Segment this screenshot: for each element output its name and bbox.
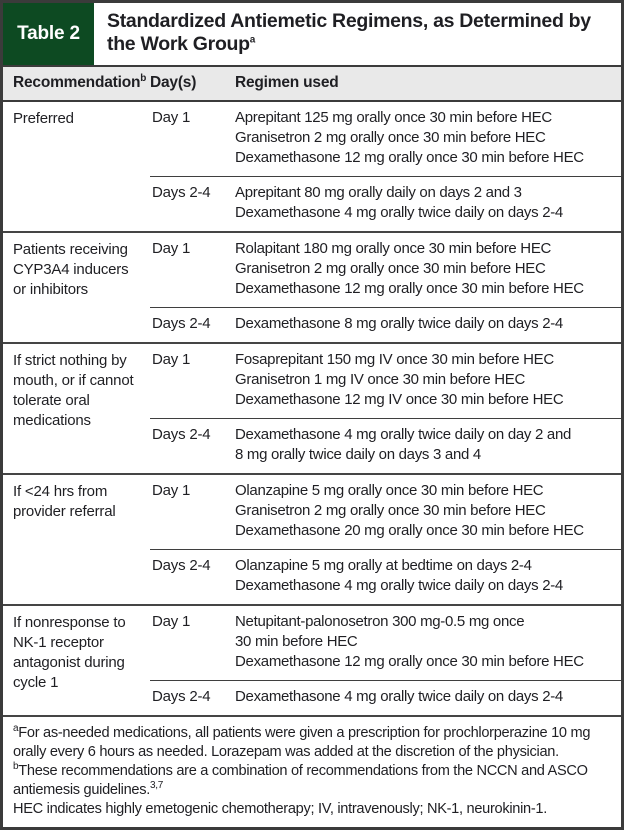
- regimen-line: Dexamethasone 4 mg orally twice daily on days 2-4: [235, 577, 563, 594]
- regimen-line: Aprepitant 125 mg orally once 30 min before HEC: [235, 109, 552, 126]
- footnote-abbreviations: HEC indicates highly emetogenic chemotherapy; IV, intravenously; NK-1, neurokinin-1.: [13, 801, 547, 817]
- footnote-a-marker: a: [13, 723, 19, 735]
- day-label: Day 1: [152, 351, 191, 368]
- day-rows: [150, 233, 621, 342]
- day-label: Day 1: [152, 613, 191, 630]
- table-title: [94, 3, 621, 65]
- day-label: Day 1: [152, 240, 191, 257]
- regimen-line: Dexamethasone 8 mg orally twice daily on days 2-4: [235, 315, 563, 332]
- day-label: Day 1: [152, 109, 191, 126]
- regimen-line: Dexamethasone 4 mg orally twice daily on day 2 and: [235, 426, 572, 443]
- table-title-line1: Standardized Antiemetic Regimens, as Determined by: [107, 10, 591, 32]
- regimen-line: Dexamethasone 20 mg orally once 30 min before HEC: [235, 522, 584, 539]
- regimen-line: Dexamethasone 12 mg orally once 30 min before HEC: [235, 149, 584, 166]
- regimen-lines: [235, 612, 621, 672]
- regimen-line: Granisetron 2 mg orally once 30 min before HEC: [235, 129, 546, 146]
- regimen-line: Olanzapine 5 mg orally once 30 min before HEC: [235, 482, 544, 499]
- footnote-b-reference-numbers: 3,7: [150, 780, 164, 792]
- regimen-lines: [235, 183, 621, 223]
- regimen-lines: [235, 239, 621, 299]
- regimen-lines: [235, 314, 621, 334]
- regimen-lines: [235, 556, 621, 596]
- table-section-nk1-nonresponse: [3, 606, 621, 717]
- regimen-line: Dexamethasone 12 mg orally once 30 min before HEC: [235, 653, 584, 670]
- day-rows: [150, 475, 621, 604]
- column-header-recommendation-footnote-marker: b: [140, 72, 147, 84]
- table-footnotes: [3, 717, 621, 827]
- footnote-b: [13, 762, 611, 800]
- day-row: [150, 549, 621, 604]
- day-rows: [150, 344, 621, 473]
- day-label: Days 2-4: [152, 557, 211, 574]
- regimen-line: 8 mg orally twice daily on days 3 and 4: [235, 446, 481, 463]
- table-title-line2: the Work Group: [107, 33, 250, 55]
- day-label: Days 2-4: [152, 184, 211, 201]
- column-header-recommendation: [3, 74, 150, 92]
- regimen-lines: [235, 350, 621, 410]
- column-header-recommendation-label: Recommendation: [13, 74, 141, 91]
- column-header-row: [3, 65, 621, 102]
- regimen-line: Aprepitant 80 mg orally daily on days 2 and 3: [235, 184, 522, 201]
- table-section-npo: [3, 344, 621, 475]
- day-row: [150, 344, 621, 418]
- regimen-line: Fosaprepitant 150 mg IV once 30 min before HEC: [235, 351, 554, 368]
- regimen-lines: [235, 481, 621, 541]
- day-row: [150, 418, 621, 473]
- recommendation-cell: If strict nothing by mouth, or if cannot tolerate oral medications: [13, 352, 134, 429]
- day-row: [150, 680, 621, 715]
- table-number-badge: Table 2: [3, 3, 94, 65]
- regimen-line: 30 min before HEC: [235, 633, 358, 650]
- table-section-cyp3a4: [3, 233, 621, 344]
- column-header-regimen: Regimen used: [235, 74, 339, 91]
- regimen-line: Granisetron 1 mg IV once 30 min before HEC: [235, 371, 526, 388]
- regimen-lines: [235, 687, 621, 707]
- regimen-line: Olanzapine 5 mg orally at bedtime on days 2-4: [235, 557, 532, 574]
- day-label: Days 2-4: [152, 426, 211, 443]
- regimen-lines: [235, 108, 621, 168]
- footnote-a: [13, 724, 611, 762]
- regimen-line: Dexamethasone 12 mg IV once 30 min before HEC: [235, 391, 564, 408]
- regimen-lines: [235, 425, 621, 465]
- day-row: [150, 606, 621, 680]
- day-label: Days 2-4: [152, 315, 211, 332]
- column-header-days: Day(s): [150, 74, 197, 91]
- table-title-footnote-marker: a: [249, 34, 256, 46]
- day-rows: [150, 606, 621, 715]
- day-row: [150, 475, 621, 549]
- day-row: [150, 307, 621, 342]
- table-section-preferred: [3, 102, 621, 233]
- regimen-line: Granisetron 2 mg orally once 30 min before HEC: [235, 502, 546, 519]
- footnote-b-text: These recommendations are a combination of recommendations from the NCCN and ASCO antiemesis guidelines.: [13, 763, 588, 798]
- recommendation-cell: If <24 hrs from provider referral: [13, 483, 116, 520]
- recommendation-cell: If nonresponse to NK-1 receptor antagonist during cycle 1: [13, 614, 126, 691]
- table-title-band: [3, 3, 621, 65]
- day-row: [150, 102, 621, 176]
- footnote-a-text: For as-needed medications, all patients were given a prescription for prochlorperazine 10 mg orally every 6 hours as needed. Lorazepam was added at the discretion of the physician.: [13, 725, 591, 760]
- regimen-line: Dexamethasone 12 mg orally once 30 min before HEC: [235, 280, 584, 297]
- regimen-line: Dexamethasone 4 mg orally twice daily on days 2-4: [235, 688, 563, 705]
- regimen-line: Netupitant-palonosetron 300 mg-0.5 mg once: [235, 613, 525, 630]
- day-label: Days 2-4: [152, 688, 211, 705]
- day-label: Day 1: [152, 482, 191, 499]
- day-row: [150, 233, 621, 307]
- day-rows: [150, 102, 621, 231]
- recommendation-cell: Preferred: [13, 110, 74, 127]
- recommendation-cell: Patients receiving CYP3A4 inducers or inhibitors: [13, 241, 129, 298]
- regimen-line: Dexamethasone 4 mg orally twice daily on days 2-4: [235, 204, 563, 221]
- regimen-line: Rolapitant 180 mg orally once 30 min before HEC: [235, 240, 552, 257]
- regimen-line: Granisetron 2 mg orally once 30 min before HEC: [235, 260, 546, 277]
- footnote-b-marker: b: [13, 761, 19, 773]
- day-row: [150, 176, 621, 231]
- table-section-referral: [3, 475, 621, 606]
